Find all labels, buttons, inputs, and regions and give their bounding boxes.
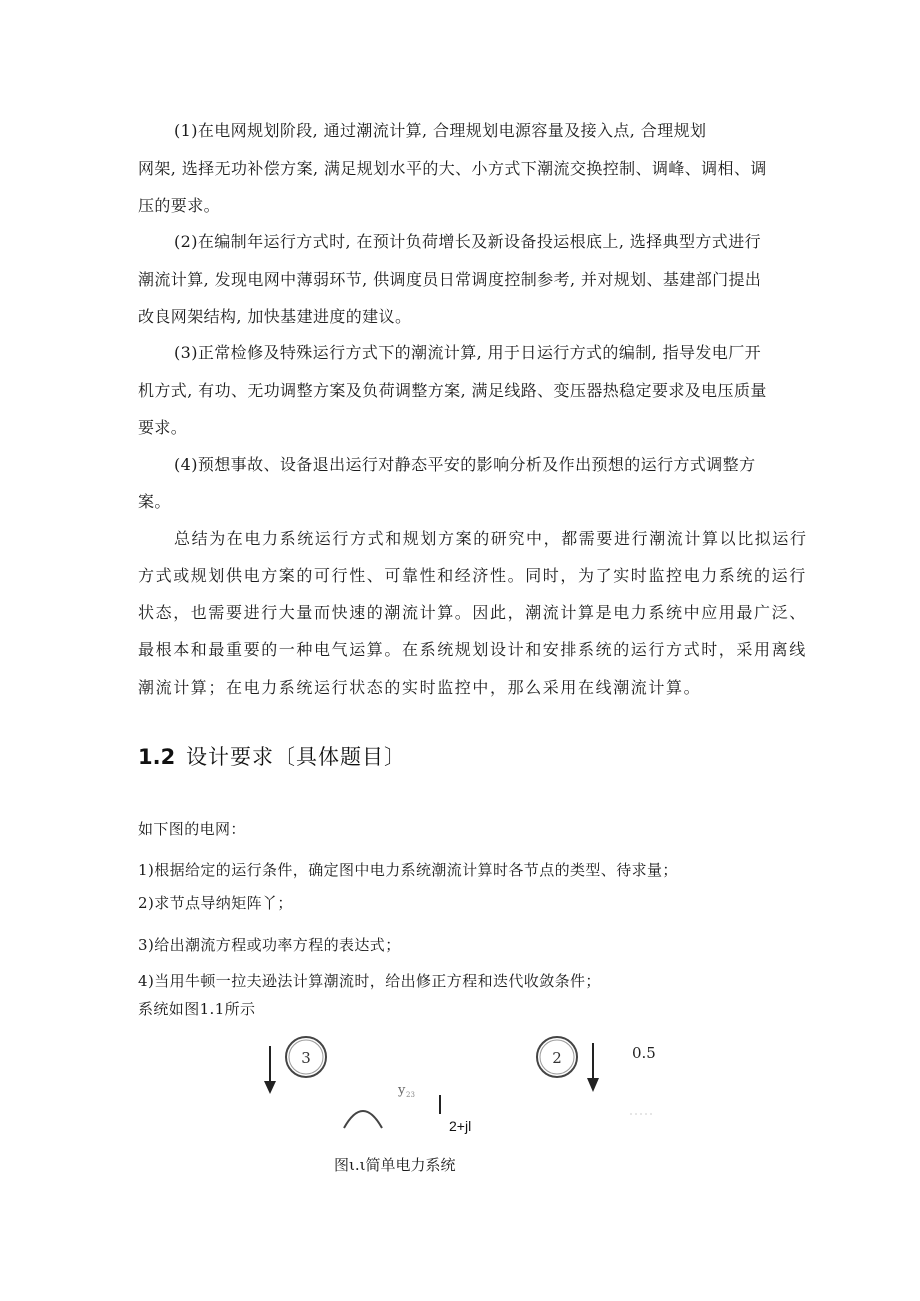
node-3-label: 3 [301,1049,311,1067]
para-2-line-2: 潮流计算, 发现电网中薄弱环节, 供调度员日常调度控制参考, 并对规划、基建部门提出 [138,270,762,289]
task-intro: 如下图的电网： [138,820,246,838]
para-1-line-1: (1)在电网规划阶段, 通过潮流计算, 合理规划电源容量及接入点, 合理规划 [174,121,707,140]
node-2 [537,1037,577,1077]
para-1-line-2: 网架, 选择无功补偿方案, 满足规划水平的大、小方式下潮流交换控制、调峰、调相、调 [138,159,767,178]
task-item-4: 4)当用牛顿一拉夫逊法计算潮流时，给出修正方程和迭代收敛条件； [138,972,601,990]
section-title: 设计要求〔具体题目〕 [186,745,406,769]
value-0-5: 0.5 [632,1044,656,1062]
para-2-line-1: (2)在编制年运行方式时, 在预计负荷增长及新设备投运根底上, 选择典型方式进行 [174,232,762,251]
para-4-line-1: (4)预想事故、设备退出运行对静态平安的影响分析及作出预想的运行方式调整方 [174,455,756,474]
admittance-label [397,1083,415,1099]
down-arrow-left-icon [264,1046,276,1094]
figure-caption: 图ι.ι简单电力系统 [334,1156,456,1174]
para-3-line-2: 机方式, 有功、无功调整方案及负荷调整方案, 满足线路、变压器热稳定要求及电压质量 [138,381,767,400]
para-4-line-2: 案。 [138,492,171,511]
down-arrow-right-icon [587,1043,599,1092]
node-3 [286,1037,326,1077]
figure-reference: 系统如图1.1所示 [138,1000,256,1018]
para-3-line-1: (3)正常检修及特殊运行方式下的潮流计算, 用于日运行方式的编制, 指导发电厂开 [174,343,762,362]
summary-line-3: 状态，也需要进行大量而快速的潮流计算。因此，潮流计算是电力系统中应用最广泛、 [138,603,807,622]
task-item-3: 3)给出潮流方程或功率方程的表达式； [138,936,401,954]
summary-line-1: 总结为在电力系统运行方式和规划方案的研究中，都需要进行潮流计算以比拟运行 [174,529,808,548]
task-item-1: 1)根据给定的运行条件，确定图中电力系统潮流计算时各节点的类型、待求量； [138,861,678,879]
task-item-2: 2)求节点导纳矩阵丫； [138,894,293,912]
summary-line-4: 最根本和最重要的一种电气运算。在系统规划设计和安排系统的运行方式时，采用离线 [138,640,807,659]
para-2-line-3: 改良网架结构, 加快基建进度的建议。 [138,307,412,326]
para-1-line-3: 压的要求。 [138,196,221,215]
admittance-subscript: 23 [406,1091,415,1099]
generator-arc [344,1111,382,1128]
summary-line-2: 方式或规划供电方案的可行性、可靠性和经济性。同时，为了实时监控电力系统的运行 [138,566,807,585]
node-2-label: 2 [552,1049,562,1067]
section-number: 1.2 [138,745,176,769]
para-3-line-3: 要求。 [138,418,188,437]
load-label: 2+jl [449,1118,472,1134]
admittance-symbol: y [398,1083,406,1098]
summary-line-5: 潮流计算；在电力系统运行状态的实时监控中，那么采用在线潮流计算。 [138,678,702,697]
